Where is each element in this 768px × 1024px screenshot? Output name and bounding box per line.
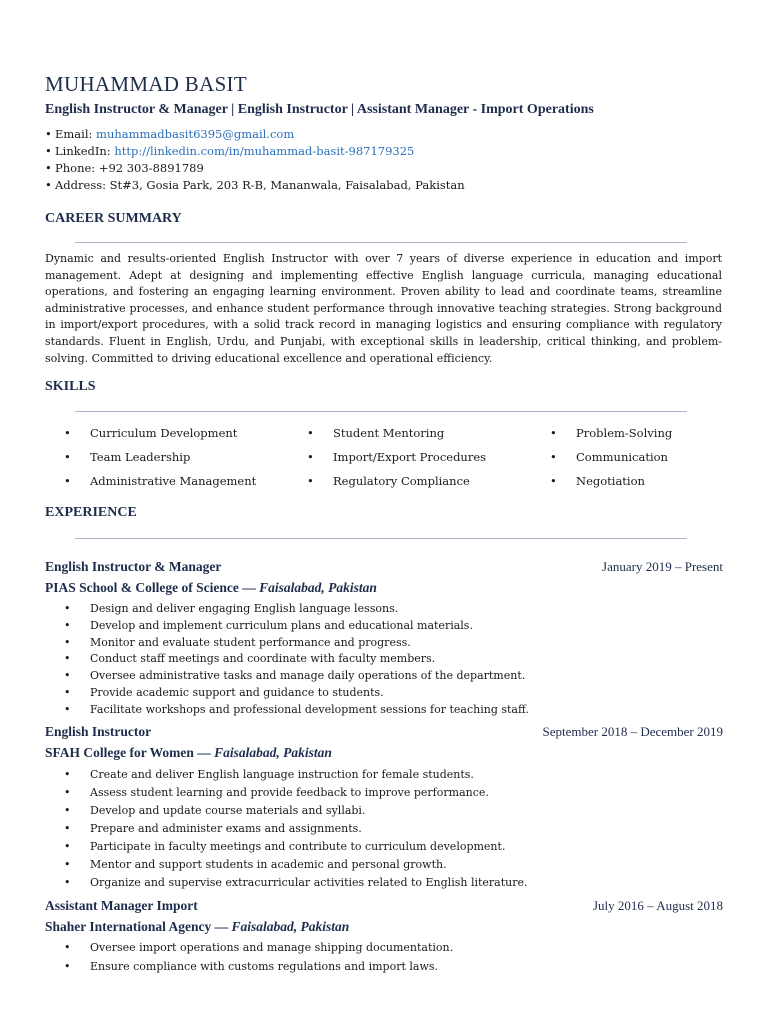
career-summary-text: Dynamic and results-oriented English Instructor with over 7 years of diverse experience in education and import management. Adept at designing and implementing effective English language curricula, managing educational operations, and fostering an engaging learning environment. Proven ability to lead and coordinate teams, streamline administrative processes, and enhance student performance through innovative teaching strategies. Strong background in import/export procedures, with a solid track record in managing logistics and ensuring compliance with regulatory standards. Fluent in English, Urdu, and Punjabi, with exceptional skills in leadership, critical thinking, and problem-solving. Committed to driving educational excellence and operational efficiency. [45, 252, 722, 365]
candidate-name: MUHAMMAD BASIT [45, 72, 247, 96]
experience-heading: EXPERIENCE [45, 505, 137, 520]
email-link[interactable]: muhammadbasit6395@gmail.com [96, 127, 295, 141]
list-item: • Oversee import operations and manage shipping documentation. [64, 941, 454, 954]
email-label: Email: [55, 127, 97, 141]
list-item: • Prepare and administer exams and assignments. [64, 822, 362, 835]
skills-heading: SKILLS [45, 379, 96, 394]
list-item: • Develop and update course materials and syllabi. [64, 804, 366, 817]
contact-email [45, 126, 465, 143]
linkedin-label: LinkedIn: [55, 144, 115, 158]
skill-item: • Team Leadership [64, 450, 191, 464]
job-location: Faisalabad, Pakistan [214, 745, 332, 760]
list-item: • Provide academic support and guidance to students. [64, 685, 384, 699]
skill-item: • Communication [550, 450, 668, 464]
skill-item: • Administrative Management [64, 474, 257, 488]
job-duties [64, 940, 453, 978]
list-item: • Ensure compliance with customs regulations and import laws. [64, 960, 439, 973]
list-item: • Design and deliver engaging English language lessons. [64, 602, 399, 615]
phone-label: Phone: [55, 161, 99, 175]
job-title: English Instructor [45, 724, 152, 739]
job-dates: September 2018 – December 2019 [542, 724, 723, 739]
skills-column-2 [307, 425, 486, 497]
skills-column-3 [550, 425, 672, 497]
contact-address [45, 177, 465, 194]
contact-list [45, 126, 465, 194]
list-item: • Mentor and support students in academic and personal growth. [64, 858, 447, 871]
list-item: • Create and deliver English language instruction for female students. [64, 768, 474, 781]
list-item: • Organize and supervise extracurricular activities related to English literature. [64, 876, 528, 889]
list-item: • Conduct staff meetings and coordinate with faculty members. [64, 652, 436, 666]
phone-value: +92 303-8891789 [98, 161, 204, 175]
job-organization: Shaher International Agency — Faisalabad, Pakistan [45, 919, 350, 934]
job-title: English Instructor & Manager [45, 559, 222, 574]
divider [75, 242, 687, 243]
job-dates: January 2019 – Present [602, 559, 723, 574]
job-organization: PIAS School & College of Science — Faisalabad, Pakistan [45, 580, 377, 595]
contact-linkedin [45, 143, 465, 160]
divider [75, 411, 687, 412]
list-item: • Oversee administrative tasks and manage daily operations of the department. [64, 669, 526, 683]
skill-item: • Negotiation [550, 474, 645, 488]
list-item: • Participate in faculty meetings and contribute to curriculum development. [64, 840, 506, 853]
skill-item: • Import/Export Procedures [307, 450, 487, 464]
job-duties [64, 767, 528, 893]
address-label: Address: [55, 178, 110, 192]
list-item: • Facilitate workshops and professional development sessions for teaching staff. [64, 702, 529, 716]
skill-item: • Student Mentoring [307, 426, 445, 440]
headline: English Instructor & Manager | English Instructor | Assistant Manager - Import Operations [45, 102, 594, 117]
job-duties [64, 601, 529, 719]
job-dates: July 2016 – August 2018 [592, 898, 723, 913]
list-item: • Assess student learning and provide feedback to improve performance. [64, 786, 489, 799]
job-title: Assistant Manager Import [45, 898, 198, 913]
skill-item: • Curriculum Development [64, 426, 238, 440]
skill-item: • Regulatory Compliance [307, 474, 470, 488]
list-item: • Monitor and evaluate student performance and progress. [64, 635, 411, 649]
address-value: St#3, Gosia Park, 203 R-B, Mananwala, Faisalabad, Pakistan [109, 178, 465, 192]
job-location: Faisalabad, Pakistan [259, 580, 377, 595]
skills-column-1 [64, 425, 256, 497]
job-organization: SFAH College for Women — Faisalabad, Pakistan [45, 745, 332, 760]
list-item: • Develop and implement curriculum plans and educational materials. [64, 618, 473, 632]
divider [75, 538, 687, 539]
contact-phone [45, 160, 465, 177]
job-location: Faisalabad, Pakistan [231, 919, 350, 934]
career-summary-heading: CAREER SUMMARY [45, 211, 182, 226]
skill-item: • Problem-Solving [550, 426, 673, 440]
linkedin-link[interactable]: http://linkedin.com/in/muhammad-basit-987179325 [114, 144, 415, 158]
